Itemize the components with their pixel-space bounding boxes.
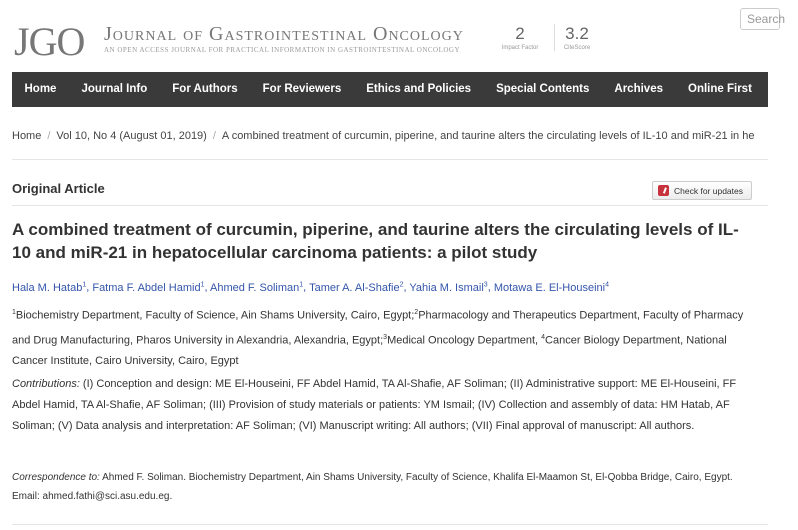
author-link[interactable]: Ahmed F. Soliman$^1$ (209, 281, 304, 294)
article-title: A combined treatment of curcumin, piperine, and taurine alters the circulating levels of IL-10 and miR-21 in hepatocellular carcinoma patients: a pilot study (12, 220, 739, 262)
nav-home[interactable]: Home (24, 83, 57, 95)
author-link[interactable]: Motawa E. El-Houseini$^4$ (493, 281, 609, 294)
author-link[interactable]: Hala M. Hatab$^1$ (12, 281, 87, 294)
breadcrumb-separator: / (47, 130, 51, 142)
journal-tagline: AN OPEN ACCESS JOURNAL FOR PRACTICAL INFORMATION IN GASTROINTESTINAL ONCOLOGY (104, 46, 461, 54)
divider (12, 205, 768, 206)
breadcrumb-current: A combined treatment of curcumin, piperine, and taurine alters the circulating levels of IL-10 and miR-21 in he (221, 130, 755, 142)
breadcrumb-home[interactable]: Home (12, 130, 42, 142)
crossmark-icon (658, 185, 669, 196)
nav-special-contents[interactable]: Special Contents (496, 83, 590, 95)
citescore[interactable] (554, 24, 599, 51)
journal-logo[interactable]: JGO (14, 19, 85, 64)
author-link[interactable]: Yahia M. Ismail$^3$ (409, 281, 488, 294)
nav-journal-info[interactable]: Journal Info (81, 83, 148, 95)
correspondence (12, 468, 757, 506)
divider (12, 159, 768, 160)
impact-factor-label: Impact Factor (501, 45, 539, 51)
site-header (0, 0, 786, 72)
contributions-text: (I) Conception and design: ME El-Houseini, FF Abdel Hamid, TA Al-Shafie, AF Soliman; (II) Administrative support: ME El-Houseini, FF Abdel Hamid, TA Al-Shafie, AF Soliman; (III) Provision of study materials or patients: YM Ismail; (IV) Collection and assembly of data: HM Hatab, AF Soliman; (V) Data analysis and interpretation: AF Soliman; (VI) Manuscript writing: All authors; (VII) Final approval of manuscript: All authors. (12, 378, 737, 432)
correspondence-text: Ahmed F. Soliman. Biochemistry Department, Ain Shams University, Faculty of Science, Khalifa El-Maamon St, El-Qobba Bridge, Cairo, Egypt. Email: ahmed.fathi@sci.asu.edu.eg. (12, 472, 733, 502)
divider (12, 524, 768, 525)
journal-name[interactable]: Journal of Gastrointestinal Oncology (104, 23, 464, 45)
main-nav (12, 72, 786, 107)
impact-factor-value: 2 (515, 24, 525, 43)
author-link[interactable]: Tamer A. Al-Shafie$^2$ (309, 281, 404, 294)
citescore-value: 3.2 (565, 24, 589, 43)
contributions-label: Contributions: (12, 378, 80, 390)
breadcrumb (12, 130, 754, 142)
impact-factor[interactable] (500, 24, 540, 51)
correspondence-label: Correspondence to: (12, 472, 100, 483)
nav-more[interactable]: A (776, 83, 786, 95)
nav-for-reviewers[interactable]: For Reviewers (262, 83, 342, 95)
article-type: Original Article (12, 181, 105, 196)
author-list: Hala M. Hatab$^1$, Fatma F. Abdel Hamid$^1$, Ahmed F. Soliman$^1$, Tamer A. Al-Shafie$^2$, Yahia M. Ismail$^3$, Motawa E. El-Houseini$^4$ (12, 281, 609, 294)
check-updates-button[interactable] (652, 181, 752, 200)
author-link[interactable]: Fatma F. Abdel Hamid$^1$ (92, 281, 205, 294)
nav-archives[interactable]: Archives (614, 83, 663, 95)
citescore-label: CiteScore (563, 45, 591, 51)
breadcrumb-separator: / (212, 130, 216, 142)
nav-ethics-policies[interactable]: Ethics and Policies (366, 83, 472, 95)
breadcrumb-issue[interactable]: Vol 10, No 4 (August 01, 2019) (56, 130, 207, 142)
search-input[interactable]: Search (740, 8, 780, 30)
contributions (12, 374, 757, 437)
nav-for-authors[interactable]: For Authors (172, 83, 238, 95)
check-updates-label: Check for updates (674, 185, 743, 196)
nav-online-first[interactable]: Online First (688, 83, 752, 95)
affiliations: $^1$Biochemistry Department, Faculty of Science, Ain Shams University, Cairo, Egypt;$^2$Pharmacology and Therapeutics Department, Faculty of Pharmacy and Drug Manufacturing, Pharos University in Alexandria, Alexandria, Egypt;$^3$Medical Oncology Department, $^4$Cancer Biology Department, National Cancer Institute, Cairo University, Cairo, Egypt (12, 309, 744, 368)
